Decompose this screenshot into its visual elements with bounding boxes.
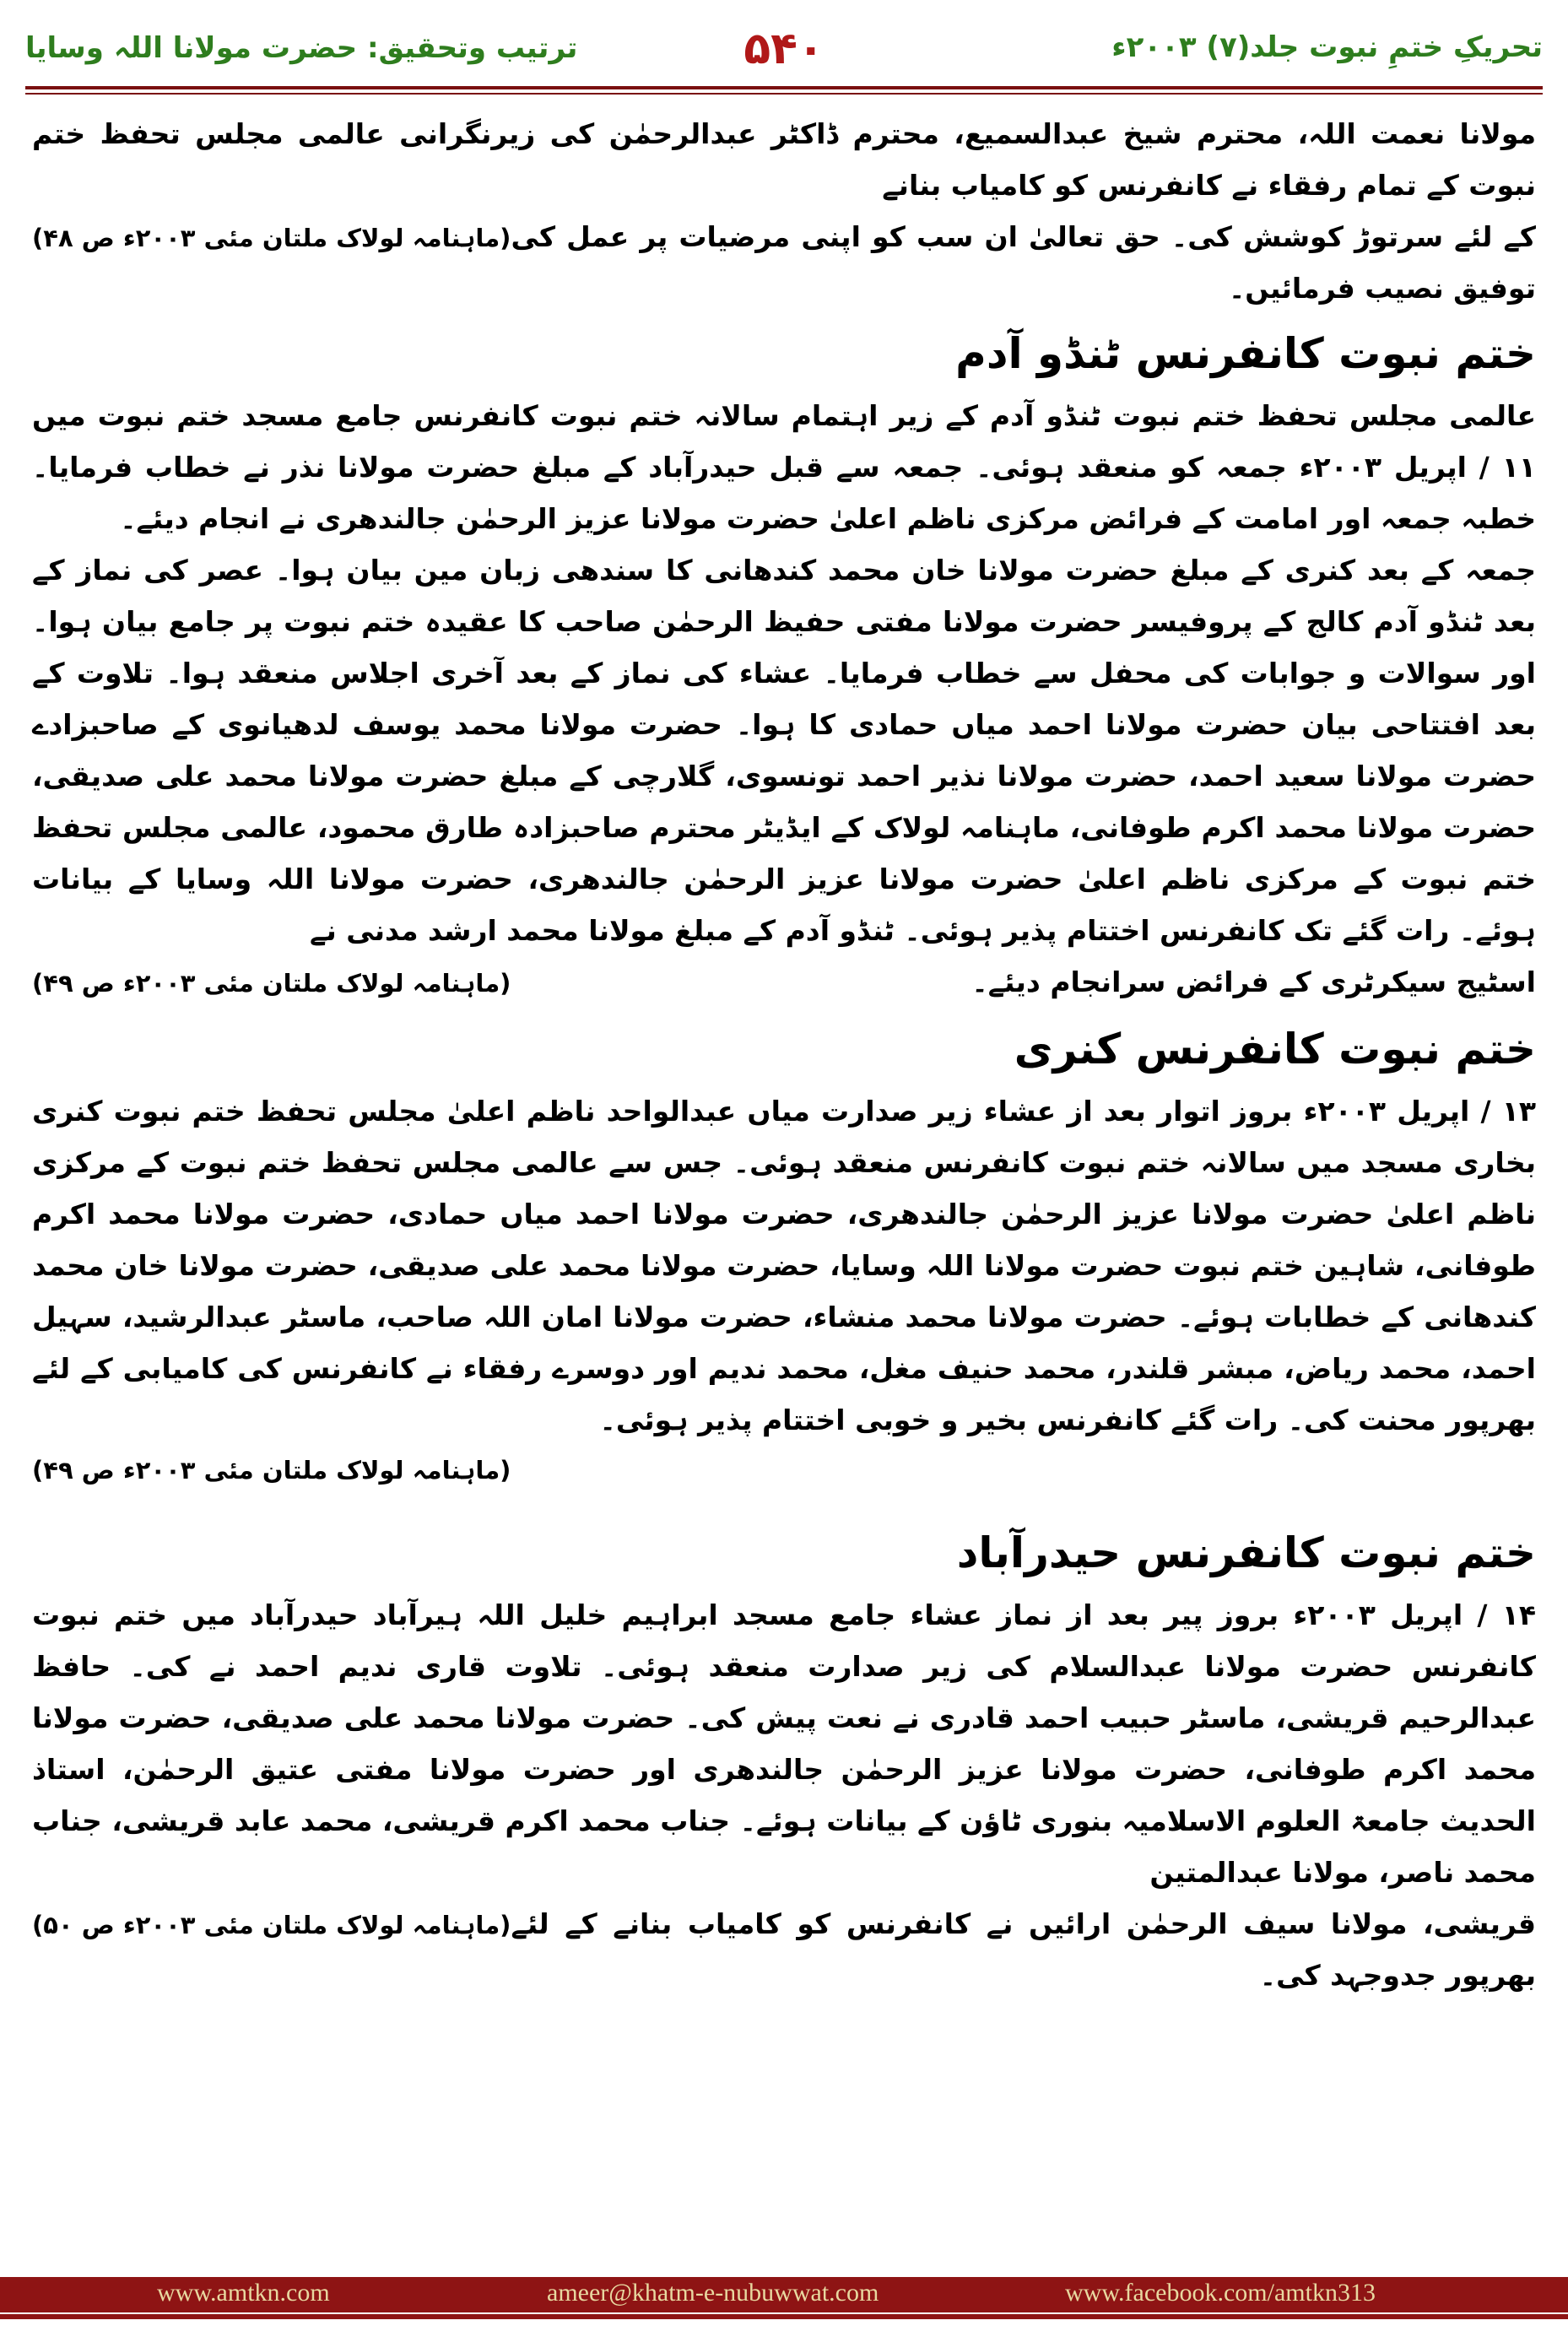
footer-facebook-link[interactable]: www.facebook.com/amtkn313 <box>1065 2279 1376 2307</box>
tando-paragraph-2-end: اسٹیج سیکرٹری کے فرائض سرانجام دیئے۔ <box>971 965 1536 998</box>
book-title: تحریکِ ختمِ نبوت جلد(۷) ۲۰۰۳ء <box>1111 30 1543 64</box>
header-rule-thin <box>25 93 1543 95</box>
tando-reference: (ماہنامہ لولاک ملتان مئی ۲۰۰۳ء ص ۴۹) <box>32 969 511 998</box>
intro-paragraph-line2: کے لئے سرتوڑ کوشش کی۔ حق تعالیٰ ان سب کو اپنی مرضیات پر عمل کی توفیق نصیب فرمائیں۔ <box>511 220 1536 305</box>
hyderabad-paragraph-1: ۱۴ / اپریل ۲۰۰۳ء بروز پیر بعد از نماز عشاء جامع مسجد ابراہیم خلیل اللہ ہیرآباد حیدرآباد میں ختم نبوت کانفرنس حضرت مولانا عبدالسلام کی زیر صدارت منعقد ہوئی۔ تلاوت قاری ندیم احمد نے کی۔ حافظ عبدالرحیم قریشی، ماسٹر حبیب احمد قادری نے نعت پیش کی۔ حضرت مولانا محمد علی صدیقی، حضرت مولانا محمد اکرم طوفانی، حضرت مولانا عزیز الرحمٰن جالندھری اور حضرت مولانا مفتی عتیق الرحمٰن، استاذ الحدیث جامعۃ العلوم الاسلامیہ بنوری ٹاؤن کے بیانات ہوئے۔ جناب محمد اکرم قریشی، محمد عابد قریشی، جناب محمد ناصر، مولانا عبدالمتین <box>32 1598 1536 1889</box>
footer-website-link[interactable]: www.amtkn.com <box>157 2279 330 2307</box>
intro-last-line <box>32 211 1536 314</box>
section-heading-tando-adam: ختم نبوت کانفرنس ٹنڈو آدم <box>955 329 1536 378</box>
section-heading-hyderabad: ختم نبوت کانفرنس حیدرآباد <box>956 1528 1536 1577</box>
page-number: ۵۴۰ <box>743 24 825 74</box>
footer-email-link[interactable]: ameer@khatm-e-nubuwwat.com <box>547 2279 879 2307</box>
page-header <box>25 24 1543 83</box>
intro-paragraph-line1: مولانا نعمت اللہ، محترم شیخ عبدالسمیع، محترم ڈاکٹر عبدالرحمٰن کی زیرنگرانی عالمی مجلس تحفظ ختم نبوت کے تمام رفقاء نے کانفرنس کو کامیاب بنانے <box>32 117 1536 202</box>
header-rule <box>25 86 1543 89</box>
tando-paragraph-2: جمعہ کے بعد کنری کے مبلغ حضرت مولانا خان محمد کندھانی کا سندھی زبان مین بیان ہوا۔ عصر کی نماز کے بعد ٹنڈو آدم کالج کے پروفیسر حضرت مولانا مفتی حفیظ الرحمٰن صاحب کا عقیدہ ختم نبوت پر جامع بیان ہوا۔ اور سوالات و جوابات کی محفل سے خطاب فرمایا۔ عشاء کی نماز کے بعد آخری اجلاس منعقد ہوا۔ تلاوت کے بعد افتتاحی بیان حضرت مولانا احمد میاں حمادی کا ہوا۔ حضرت مولانا محمد یوسف لدھیانوی کے صاحبزادے حضرت مولانا سعید احمد، حضرت مولانا نذیر احمد تونسوی، گلارچی کے مبلغ حضرت مولانا محمد علی صدیقی، حضرت مولانا محمد اکرم طوفانی، ماہنامہ لولاک کے ایڈیٹر محترم صاحبزادہ طارق محمود، عالمی مجلس تحفظ ختم نبوت کے مرکزی ناظم اعلیٰ حضرت مولانا عزیز الرحمٰن جالندھری، حضرت مولانا اللہ وسایا کے بیانات ہوئے۔ رات گئے تک کانفرنس اختتام پذیر ہوئی۔ ٹنڈو آدم کے مبلغ مولانا محمد ارشد مدنی نے <box>32 554 1537 947</box>
compiler-credit: ترتیب وتحقیق: حضرت مولانا اللہ وسایا <box>25 31 578 65</box>
tando-paragraph-1: عالمی مجلس تحفظ ختم نبوت ٹنڈو آدم کے زیر اہتمام سالانہ ختم نبوت کانفرنس جامع مسجد ختم نبوت میں ۱۱ / اپریل ۲۰۰۳ء جمعہ کو منعقد ہوئی۔ جمعہ سے قبل حیدرآباد کے مبلغ حضرت مولانا نذر نے خطاب فرمایا۔ خطبہ جمعہ اور امامت کے فرائض مرکزی ناظم اعلیٰ حضرت مولانا عزیز الرحمٰن جالندھری نے انجام دیئے۔ <box>32 399 1536 535</box>
kunri-reference: (ماہنامہ لولاک ملتان مئی ۲۰۰۳ء ص ۴۹) <box>32 1456 511 1485</box>
page-body <box>32 108 1536 2001</box>
kunri-reference-line <box>32 1446 1536 1495</box>
footer-band-thin <box>0 2314 1568 2319</box>
intro-reference: (ماہنامہ لولاک ملتان مئی ۲۰۰۳ء ص ۴۸) <box>32 224 511 252</box>
kunri-paragraph-1: ۱۳ / اپریل ۲۰۰۳ء بروز اتوار بعد از عشاء زیر صدارت میاں عبدالواحد ناظم اعلیٰ مجلس تحفظ ختم نبوت کنری بخاری مسجد میں سالانہ ختم نبوت کانفرنس منعقد ہوئی۔ جس سے عالمی مجلس تحفظ ختم نبوت کے مرکزی ناظم اعلیٰ حضرت مولانا عزیز الرحمٰن جالندھری، حضرت مولانا احمد میاں حمادی، حضرت مولانا محمد اکرم طوفانی، شاہین ختم نبوت حضرت مولانا اللہ وسایا، حضرت مولانا محمد علی صدیقی، حضرت مولانا خان محمد کندھانی کے خطابات ہوئے۔ حضرت مولانا محمد منشاء، حضرت مولانا امان اللہ صاحب، ماسٹر عبدالرشید، سہیل احمد، محمد ریاض، مبشر قلندر، محمد حنیف مغل، محمد ندیم اور دوسرے رفقاء نے کانفرنس کی کامیابی کے لئے بھرپور محنت کی۔ رات گئے کانفرنس بخیر و خوبی اختتام پذیر ہوئی۔ <box>32 1095 1536 1436</box>
tando-last-line <box>32 956 1536 1009</box>
hyderabad-reference: (ماہنامہ لولاک ملتان مئی ۲۰۰۳ء ص ۵۰) <box>32 1911 511 1939</box>
hyderabad-last-line <box>32 1898 1536 2001</box>
section-heading-kunri: ختم نبوت کانفرنس کنری <box>1014 1025 1536 1074</box>
hyderabad-paragraph-1-end: قریشی، مولانا سیف الرحمٰن ارائیں نے کانفرنس کو کامیاب بنانے کے لئے بھرپور جدوجہد کی۔ <box>511 1907 1536 1992</box>
